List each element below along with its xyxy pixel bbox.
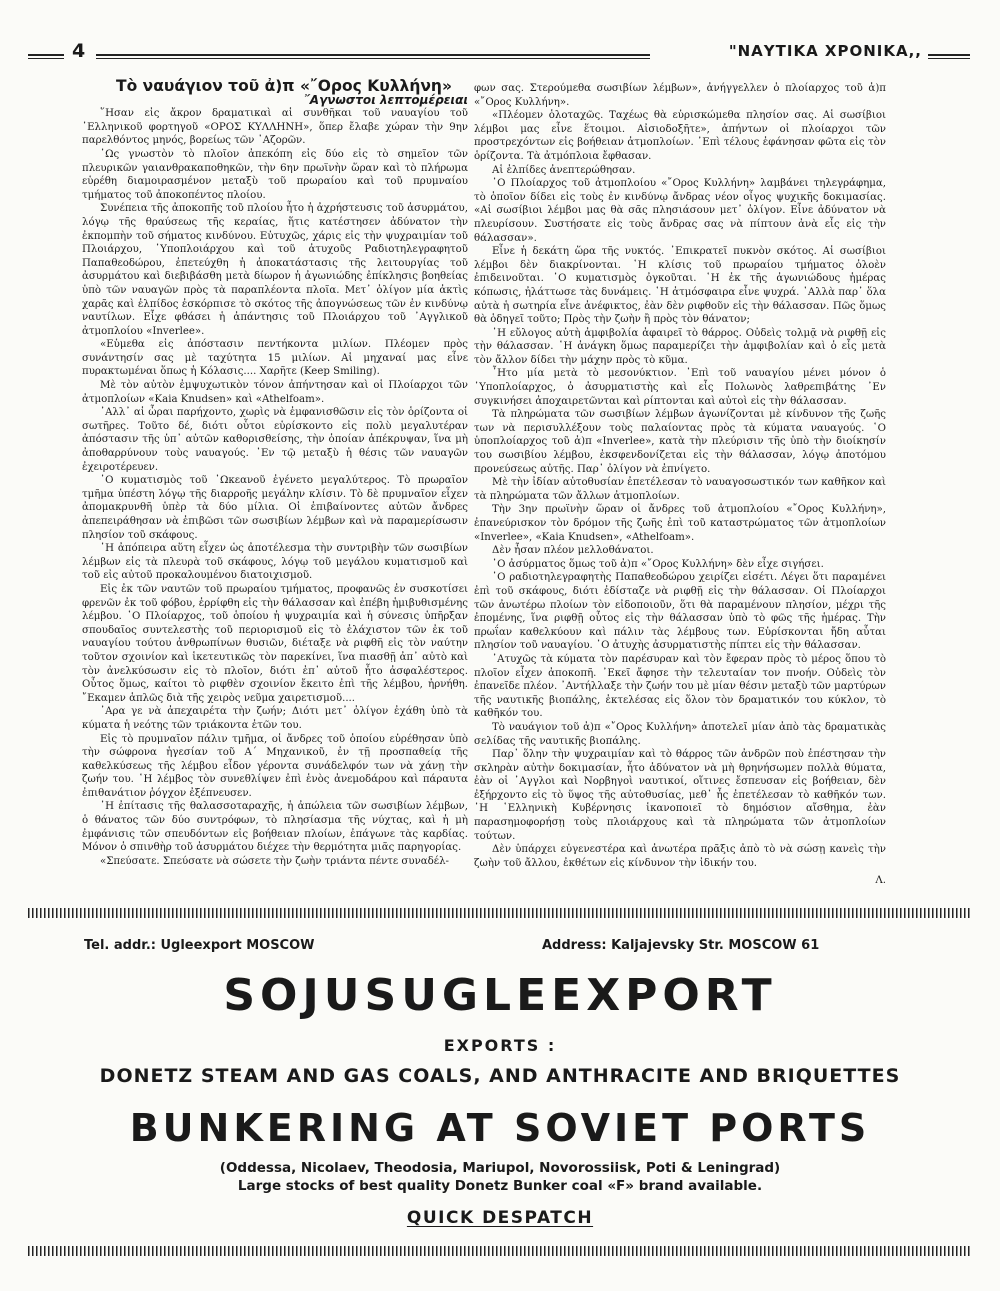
article-paragraph: Τὴν 3ην πρωϊνὴν ὥραν οἱ ἄνδρες τοῦ ἀτμοπλοίου «῎Ορος Κυλλήνη», ἐπανεύρισκον τὸν δρόμον τῆς ζωῆς ἐπὶ τοῦ καταστρώματος τῶν ἀτμοπλοίων «Inverlee», «Kaia Knudsen», «Athelfoam». [474, 504, 886, 543]
ad-ports-list: (Oddessa, Nicolaev, Theodosia, Mariupol, Novorossiisk, Poti & Leningrad) [219, 1160, 781, 1176]
article-subtitle: ῎Αγνωστοι λεπτομέρειαι [303, 92, 468, 107]
article-paragraph: ῾Ο ἀσύρματος ὅμως τοῦ ἀ)π «῎Ορος Κυλλήνη» δὲν εἶχε σιγήσει. [492, 558, 824, 570]
article-signature: Λ. [875, 875, 886, 887]
ad-postal-address: Address: Kaljajevsky Str. MOSCOW 61 [542, 938, 820, 953]
article-paragraph: φων σας. Στερούμεθα σωσιβίων λέμβων», ἀνήγγελλεν ὁ πλοίαρχος τοῦ ἀ)π «῎Ορος Κυλλήνη». [474, 83, 886, 108]
article-paragraph: ῾Ο κυματισμὸς τοῦ ᾿Ωκεανοῦ ἐγένετο μεγαλύτερος. Τὸ πρωραῖον τμῆμα ὑπέστη λόγῳ τῆς διαρροῆς μεγάλην κλίσιν. Τὸ δὲ πρυμναῖον εἶχεν ἀπομακρυνθῆ ὑπὲρ τὰ δύο μίλια. Οἱ ἐπιβαίνοντες αὐτῶν ἄνδρες ἀπεπειράθησαν νὰ ἐπιβῶσι τῶν σωσιβίων λέμβων καὶ νὰ παραμερίσωσιν πλησίον τοῦ σκάφους. [82, 475, 468, 541]
article-paragraph: ῾Ο Πλοίαρχος τοῦ ἀτμοπλοίου «῎Ορος Κυλλήνη» λαμβάνει τηλεγράφημα, τὸ ὁποῖον δίδει εἰς τοὺς ἐν κινδύνῳ ἄνδρας νέον οἶγος ψυχικῆς δοκιμασίας. «Αἱ σωσίβιοι λέμβοι μας θὰ σᾶς πλησιάσουν μετ᾿ ὀλίγον. Εἶνε ἀδύνατον νὰ πλευρίσουν. Συστήσατε εἰς τοὺς ἄνδρας σας νὰ πίπτουν ἀνὰ εἷς εἰς τὴν θάλασσαν». [474, 178, 886, 244]
page-header [28, 42, 970, 68]
article-paragraph: ῾Η ἐπίτασις τῆς θαλασσοταραχῆς, ἡ ἀπώλεια τῶν σωσιβίων λέμβων, ὁ θάνατος τῶν δύο συντρόφων, τὸ πλησίασμα τῆς νύχτας, καὶ ἡ μὴ ἐμφάνισις τῶν σπευδόντων εἰς βοήθειαν πλοίων, ἐπάγωνε τὰς καρδίας. Μόνον ὁ σπινθὴρ τοῦ ἀσυρμάτου διέχεε τὴν θερμότητα μιᾶς παρηγορίας. [82, 801, 468, 854]
page-number: 4 [72, 40, 86, 62]
ad-goods: DONETZ STEAM AND GAS COALS, AND ANTHRACITE AND BRIQUETTES [99, 1065, 901, 1087]
ad-stocks: Large stocks of best quality Donetz Bunker coal «F» brand available. [237, 1178, 763, 1194]
ad-quick-despatch: QUICK DESPATCH [406, 1208, 594, 1228]
article-paragraph: «Πλέομεν ὁλοταχῶς. Ταχέως θὰ εὑρισκώμεθα πλησίον σας. Αἱ σωσίβιοι λέμβοι μας εἶνε ἕτοιμοι. Αἰσιοδοξῆτε», ἀπήντων οἱ πλοίαρχοι τῶν προστρεχόντων εἰς βοήθειαν ἀτμοπλοίων. ᾿Επὶ τέλους ἐφάνησαν φῶτα εἰς τὸν ὁρίζοντα. Τὰ ἀτμόπλοια ἔφθασαν. [474, 110, 886, 162]
ad-bunkering: BUNKERING AT SOVIET PORTS [129, 1106, 871, 1150]
article-paragraph: «Σπεύσατε. Σπεύσατε νὰ σώσετε τὴν ζωὴν τριάντα πέντε συναδέλ- [100, 855, 449, 867]
article-paragraph: Μὲ τὸν αὐτὸν ἐμψυχωτικὸν τόνον ἀπήντησαν καὶ οἱ Πλοίαρχοι τῶν ἀτμοπλοίων «Kaia Knudsen» καὶ «Athelfoam». [82, 380, 468, 405]
ad-border-bottom [28, 1246, 972, 1256]
article-paragraph: Εἶνε ἡ δεκάτη ὥρα τῆς νυκτός. ᾿Επικρατεῖ πυκνὸν σκότος. Αἱ σωσίβιοι λέμβοι δὲν διακρίνονται. ῾Η κλίσις τοῦ πρωραίου τμήματος ὁλοὲν ἐπιδεινοῦται. ῾Ο κυματισμὸς ὀγκοῦται. ῾Η ἐκ τῆς ἀγωνιώδους ἡμέρας κόπωσις, ἠλάττωσε τὰς δυνάμεις. ῾Η ἀτμόσφαιρα εἶνε ψυχρά. ᾿Αλλὰ παρ᾿ ὅλα αὐτὰ ἡ σωτηρία εἶνε ἀνέφικτος, ἐὰν δὲν ριφθοῦν εἰς τὴν θάλασσαν. Πῶς ὅμως θὰ ὁδηγεῖ τοῦτο; Πρὸς τὴν ζωὴν ἢ πρὸς τὸν θάνατον; [474, 246, 886, 326]
article-paragraph: Εἰς τὸ πρυμναῖον πάλιν τμῆμα, οἱ ἄνδρες τοῦ ὁποίου εὑρέθησαν ὑπὸ τὴν σώφρονα ἡγεσίαν τοῦ Α΄ Μηχανικοῦ, ἐν τῇ προσπαθείᾳ τῆς καθελκύσεως τῆς λέμβου εἶδον γέροντα συνάδελφόν των νὰ χάνῃ τὴν ζωήν του. ῾Η λέμβος τὸν συνεθλίψεν ἐπὶ ἑνὸς ἀνεμοδάρου καὶ πάραυτα ἐπιθανάτιον ῥόγχον ἐξέπνευσεν. [82, 733, 468, 799]
article-paragraph: Αἱ ἐλπίδες ἀνεπτερώθησαν. [492, 164, 636, 176]
header-rule-left [28, 54, 64, 59]
article-paragraph: Δὲν ἦσαν πλέον μελλοθάνατοι. [492, 545, 654, 557]
article-column-right [474, 82, 886, 888]
article-paragraph: Μὲ τὴν ἰδίαν αὐτοθυσίαν ἐπετέλεσαν τὸ ναυαγοσωστικόν των καθῆκον καὶ τὰ πληρώματα τῶν ἄλλων ἀτμοπλοίων. [474, 477, 886, 502]
article-paragraph: Δὲν ὑπάρχει εὐγενεστέρα καὶ ἀνωτέρα πρᾶξις ἀπὸ τὸ νὰ σώσῃ κανεὶς τὴν ζωὴν τοῦ ἄλλου, ἐκθέτων εἰς κίνδυνον τὴν ἰδικήν του. [474, 844, 886, 869]
article-column-left [82, 77, 468, 868]
ad-telegraph-address: Tel. addr.: Ugleexport MOSCOW [84, 938, 315, 953]
article-paragraph: ῾Ως γνωστὸν τὸ πλοῖον ἀπεκόπη εἰς δύο εἰς τὸ σημεῖον τῶν πλευρικῶν γαιανθρακαποθηκῶν, τὴν 6ην πρωϊνὴν ὥραν καὶ τὸ πλήρωμα εὑρέθη διαμοιρασμένον μεταξὺ τοῦ πρωραίου καὶ τοῦ πρυμναίου τμήματος τοῦ ἀποκοπέντος πλοίου. [82, 148, 468, 201]
article-paragraph: Εἰς ἐκ τῶν ναυτῶν τοῦ πρωραίου τμήματος, προφανῶς ἐν συσκοτίσει φρενῶν ἐκ τοῦ φόβου, ἐρρίφθη εἰς τὴν θάλασσαν καὶ ἐπέβη ἡμιβυθισμένης λέμβου. ῾Ο Πλοίαρχος, τοῦ ὁποίου ἡ ψυχραιμία καὶ ἡ σύνεσις ὑπῆρξαν σπουδαῖος συντελεστὴς τοῦ περιορισμοῦ εἰς τὸ ἐλάχιστον τῶν ἐκ τοῦ ναυαγίου τούτου ἀνθρωπίνων θυσιῶν, διέταξε νὰ ριφθῆ εἰς τὸν ναύτην τοῦτον σχοινίον καὶ ἱκετευτικῶς τὸν παρεκίνει, ἵνα πιασθῇ ἀπ᾿ αὐτὸ καὶ τὸν ἀνελκύσωσιν εἰς τὸ πλοῖον, διότι ἐπ᾿ αὐτοῦ ἦτο ἀσφαλέστερος. Οὗτος ὅμως, καίτοι τὸ ριφθὲν σχοινίον ἔκειτο ἐπὶ τῆς λέμβου, ἠρνήθη. ῎Εκαμεν ἁπλῶς διὰ τῆς χειρὸς νεῦμα χαιρετισμοῦ.... [82, 583, 468, 704]
ad-company-name: SOJUSUGLEEXPORT [223, 970, 777, 1021]
article-paragraph: ῾Ο ραδιοτηλεγραφητὴς Παπαθεοδώρου χειρίζει εἰσέτι. Λέγει ὅτι παραμένει ἐπὶ τοῦ σκάφους, διότι ἐδίσταζε νὰ ριφθῇ εἰς τὴν θάλασσαν. Οἱ Πλοίαρχοι τῶν ἀνωτέρω πλοίων τὸν εἰδοποιοῦν, ὅτι θὰ παραμένουν πλησίον, μέχρι τῆς ἐπομένης, ἵνα ριφθῇ οὗτος εἰς τὴν θάλασσαν ὑπὸ τὸ φῶς τῆς ἡμέρας. Τὴν πρωΐαν καθελκύουν καὶ πάλιν τὰς λέμβους των. Εὑρίσκονται ἤδη αὗται πλησίον τοῦ ναυαγίου. ῾Ο ἀτυχὴς ἀσυρματιστὴς πίπτει εἰς τὴν θάλασσαν. [474, 572, 886, 652]
article-paragraph: Τὸ ναυάγιον τοῦ ἀ)π «῎Ορος Κυλλήνη» ἀποτελεῖ μίαν ἀπὸ τὰς δραματικὰς σελίδας τῆς ναυτικῆς βιοπάλης. [474, 721, 886, 747]
header-rule-middle [96, 54, 650, 59]
article-paragraph: ῞Ησαν εἰς ἄκρον δραματικαὶ αἱ συνθῆκαι τοῦ ναυαγίου τοῦ ῾Ελληνικοῦ φορτηγοῦ «ΟΡΟΣ ΚΥΛΛΗΝΗ», ὅπερ ἔλαβε χώραν τὴν 9ην παρελθόντος μηνός, βορείως τῶν ᾿Αζορῶν. [82, 108, 468, 147]
article-paragraph: «Εὑμεθα εἰς ἀπόστασιν πεντήκοντα μιλίων. Πλέομεν πρὸς συνάντησίν σας μὲ ταχύτητα 15 μιλίων. Αἱ μηχαναί μας εἶνε πυρακτωμέναι ὅπως ἡ Κόλασις.... Χαρῆτε (Keep Smiling). [82, 339, 468, 378]
ad-border-top [28, 908, 972, 918]
advertisement [28, 908, 972, 1260]
header-rule-right [928, 54, 970, 59]
article-paragraph: ῏Ητο μία μετὰ τὸ μεσονύκτιον. ᾿Επὶ τοῦ ναυαγίου μένει μόνον ὁ ῾Υποπλοίαρχος, ὁ ἀσυρματιστὴς καὶ εἷς Πολωνὸς λαθρεπιβάτης ᾿Εν συγκινήσει ἀποχαιρετῶνται καὶ ρίπτονται καὶ αὐτοὶ εἰς τὴν θάλασσαν. [474, 368, 886, 407]
article-paragraph: ᾿Αρα γε νὰ ἀπεχαιρέτα τὴν ζωήν; Διότι μετ᾿ ὀλίγον ἐχάθη ὑπὸ τὰ κύματα ἡ νεότης τῶν τριάκοντα ἐτῶν του. [82, 706, 468, 731]
article-paragraph: Παρ᾿ ὅλην τὴν ψυχραιμίαν καὶ τὸ θάρρος τῶν ἀνδρῶν ποὺ ἐπέστησαν τὴν σκληρὰν αὐτὴν δοκιμασίαν, ἦτο ἀδύνατον νὰ μὴ θρηνήσωμεν πολλὰ θύματα, ἐὰν οἱ ᾿Αγγλοι καὶ Νορβηγοὶ ναυτικοί, οἵτινες ἔσπευσαν εἰς βοήθειαν, δὲν ἐξήρχοντο εἰς τὸ ὕψος τῆς αὐτοθυσίας, μεθ᾿ ἧς ἐπετέλεσαν τὸ καθῆκόν των. ῾Η ῾Ελληνικὴ Κυβέρνησις ἱκανοποιεῖ τὸ δημόσιον αἴσθημα, ἐὰν παρασημοφορήσῃ τοὺς πλοιάρχους καὶ τὰ πληρώματα τῶν ἀτμοπλοίων τούτων. [474, 749, 886, 842]
article-paragraph: Τὰ πληρώματα τῶν σωσιβίων λέμβων ἀγωνίζονται μὲ κίνδυνον τῆς ζωῆς των νὰ περισυλλέξουν τοὺς παλαίοντας πρὸς τὰ κύματα ναυαγούς. ῾Ο ὑποπλοίαρχος τοῦ ἀ)π «Inverlee», κατὰ τὴν πλεύρισιν τῆς ὑπὸ τὴν διοίκησίν του σωσιβίου λέμβου, ἐκσφενδονίζεται εἰς τὴν θάλασσαν, λόγῳ ἀποτόμου προνεύσεως αὐτῆς. Παρ᾿ ὀλίγον νὰ ἐπνίγετο. [474, 409, 886, 475]
article-title: Τὸ ναυάγιον τοῦ ἀ)π «῎Ορος Κυλλήνη» [116, 77, 452, 95]
article-paragraph: ᾿Αλλ᾿ αἱ ὧραι παρήχοντο, χωρὶς νὰ ἐμφανισθῶσιν εἰς τὸν ὁρίζοντα οἱ σωτῆρες. Τοῦτο δέ, διότι οὗτοι εὑρίσκοντο εἰς πολὺ μεγαλυτέραν ἀπόστασιν τῆς ὑπ᾿ αὐτῶν καθορισθείσης, τὴν ὁποίαν ἀπέκρυψαν, ἵνα μὴ ἀποθαρρύνουν τοὺς ναυαγούς. ᾿Εν τῷ μεταξὺ ἡ θέσις τῶν ναυαγῶν ἐχειροτέρευεν. [82, 407, 468, 473]
article-paragraph: Συνέπεια τῆς ἀποκοπῆς τοῦ πλοίου ἦτο ἡ ἀχρήστευσις τοῦ ἀσυρμάτου, λόγῳ τῆς θραύσεως τῆς κεραίας, ἥτις κατέστησεν ἀδύνατον τὴν ἐκπομπὴν τοῦ σήματος κινδύνου. Εὐτυχῶς, χάρις εἰς τὴν ψυχραιμίαν τοῦ Πλοιάρχου, ῾Υποπλοιάρχου καὶ τοῦ ἀτυχοῦς Ραδιοτηλεγραφητοῦ Παπαθεοδώρου, ἐπετεύχθη ἡ ἀποκατάστασις τῆς λειτουργίας τοῦ ἀσυρμάτου καὶ διεβιβάσθη μετὰ δίωρον ἡ ἀγωνιώδης ἐπίκλησις βοηθείας ὑπὸ τῶν ναυαγῶν πρὸς τὰ παραπλέοντα πλοῖα. Μετ᾿ ὀλίγον μία ἀκτὶς χαρᾶς καὶ ἐλπίδος ἐσκόρπισε τὸ σκότος τῆς ἀπογνώσεως τῶν ἐν κινδύνῳ ναυτίλων. Εἶχε φθάσει ἡ ἀπάντησις τοῦ Πλοιάρχου τοῦ ᾿Αγγλικοῦ ἀτμοπλοίου «Inverlee». [82, 203, 468, 337]
ad-exports-heading: EXPORTS : [443, 1036, 557, 1055]
publication-title: "ΝΑΥΤΙΚΑ ΧΡΟΝΙΚΑ,, [728, 42, 922, 60]
article-paragraph: ῾Η ἀπόπειρα αὕτη εἶχεν ὡς ἀποτέλεσμα τὴν συντριβὴν τῶν σωσιβίων λέμβων εἰς τὰ πλευρὰ τοῦ σκάφους, λόγῳ τοῦ μεγάλου κυματισμοῦ καὶ τοῦ εἰς αὐτοῦ προκαλουμένου διατοιχισμοῦ. [82, 543, 468, 582]
article-paragraph: ᾿Ατυχῶς τὰ κύματα τὸν παρέσυραν καὶ τὸν ἔφεραν πρὸς τὸ μέρος ὅπου τὸ πλοῖον εἶχεν ἀποκοπῆ. ᾿Εκεῖ ἄφησε τὴν τελευταίαν τον πνοήν. Οὐδεὶς τὸν ἐπανεῖδε πλέον. ᾿Αντήλλαξε τὴν ζωήν του μὲ μίαν θέσιν μεταξὺ τῶν μαρτύρων τῆς ναυτικῆς βιοπάλης, ἐκτελέσας εἰς ὅλον τὸν δραματικόν του κύκλον, τὸ καθῆκόν του. [474, 653, 886, 720]
article-paragraph: ῾Η εὔλογος αὐτὴ ἀμφιβολία ἀφαιρεῖ τὸ θάρρος. Οὐδεὶς τολμᾷ νὰ ριφθῇ εἰς τὴν θάλασσαν. ῾Η ἀνάγκη ὅμως παραμερίζει τὴν ἀμφιβολίαν καὶ ὁ εἷς μετὰ τὸν ἄλλον δίδει τὴν μάχην πρὸς τὸ κῦμα. [474, 327, 886, 366]
